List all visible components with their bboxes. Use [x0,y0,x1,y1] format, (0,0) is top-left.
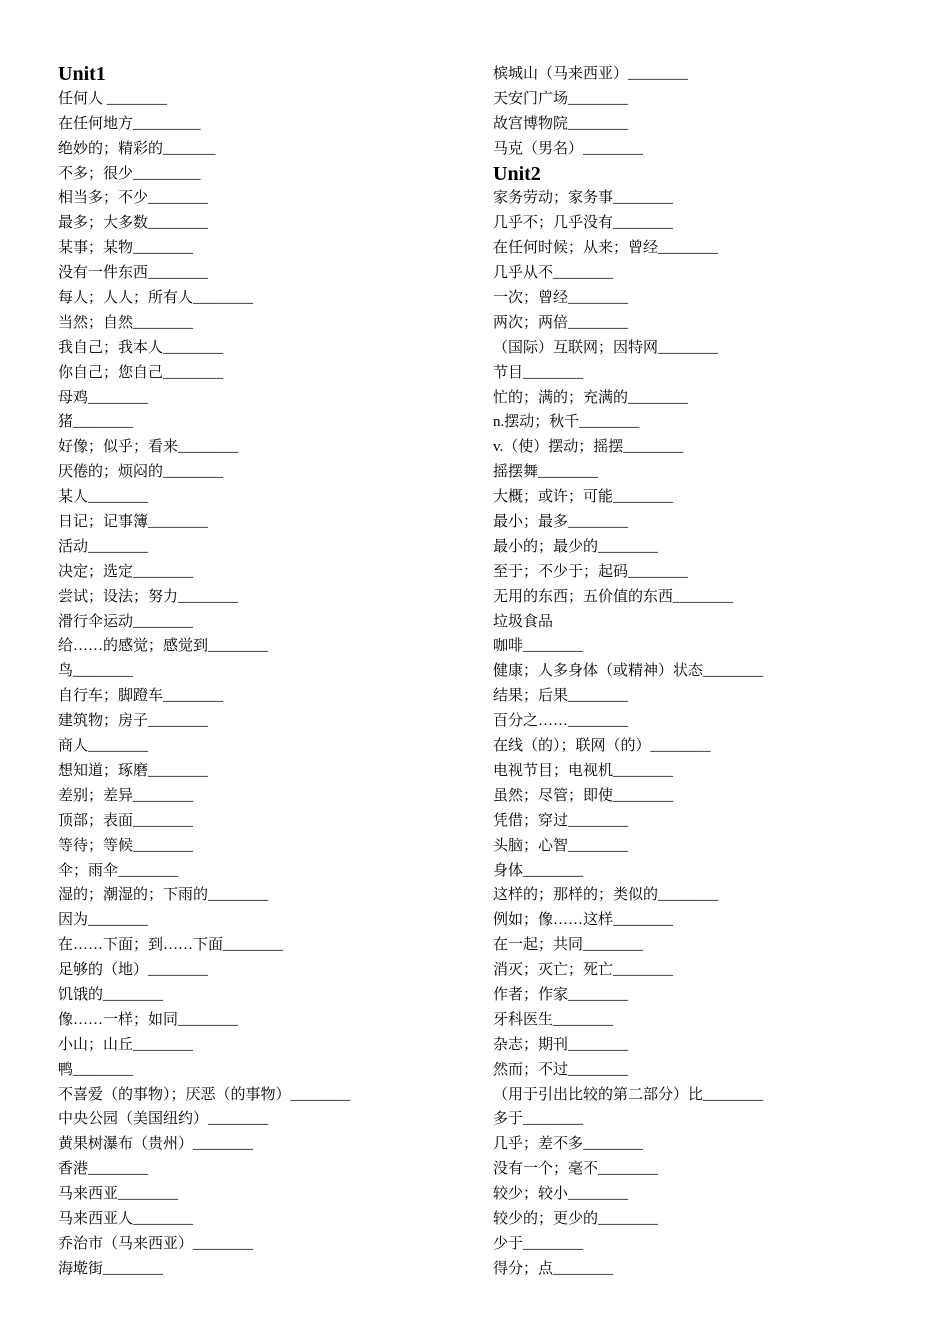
answer-blank[interactable]: ________ [568,713,629,730]
vocab-item [493,958,913,983]
answer-blank[interactable]: ________ [613,787,674,804]
vocab-item [58,684,468,709]
vocab-meaning: 小山；山丘 [58,1036,134,1053]
vocab-item [493,361,913,386]
answer-blank[interactable]: ________ [133,613,194,630]
vocab-meaning: 电视节目；电视机 [493,762,614,779]
answer-blank[interactable]: ________ [133,1210,194,1227]
vocab-meaning: 没有一件东西 [58,265,149,282]
vocab-item [493,809,913,834]
vocab-meaning: 顶部；表面 [58,812,134,829]
vocab-meaning: 例如；像……这样 [493,912,614,929]
vocab-meaning: 最多；大多数 [58,215,149,232]
vocab-item [58,610,468,635]
vocab-item [493,1257,913,1282]
answer-blank[interactable]: ________ [598,538,659,555]
vocab-meaning: 等待；等候 [58,837,134,854]
answer-blank[interactable]: ________ [88,738,149,755]
vocab-meaning: 摇摆舞 [493,464,539,481]
vocab-meaning: 乔治市（马来西亚） [58,1235,194,1252]
vocab-meaning: 自行车；脚蹬车 [58,688,164,705]
vocab-meaning: 马来西亚 [58,1186,119,1203]
vocab-meaning: 杂志；期刊 [493,1036,569,1053]
vocab-meaning: 百分之…… [493,713,569,730]
answer-blank[interactable]: ________ [223,937,284,954]
vocab-item [493,784,913,809]
vocab-meaning: 无用的东西；五价值的东西 [493,588,674,605]
answer-blank[interactable]: ________ [628,563,689,580]
vocab-item [493,684,913,709]
vocab-meaning: 伞；雨伞 [58,862,119,879]
vocab-item [493,734,913,759]
vocab-meaning: 在一起；共同 [493,937,584,954]
vocab-meaning: 建筑物；房子 [58,713,149,730]
vocab-meaning: 在任何时候；从来；曾经 [493,240,659,257]
answer-blank[interactable]: ________ [583,140,644,157]
answer-blank[interactable]: ________ [568,837,629,854]
vocab-item [58,933,468,958]
answer-blank[interactable]: ________ [568,1036,629,1053]
vocab-meaning: 忙的；满的；充满的 [493,389,629,406]
answer-blank[interactable]: ________ [613,962,674,979]
vocab-meaning: 较少；较小 [493,1186,569,1203]
vocab-item [58,709,468,734]
answer-blank[interactable]: ________ [178,588,239,605]
vocab-meaning: 几乎从不 [493,265,554,282]
vocab-item [493,1083,913,1108]
vocab-meaning: 马克（男名） [493,140,584,157]
answer-blank[interactable]: ________ [163,688,224,705]
answer-blank[interactable]: ________ [568,290,629,307]
answer-blank[interactable]: ________ [88,538,149,555]
vocab-meaning: 头脑；心智 [493,837,569,854]
vocab-meaning: 几乎；差不多 [493,1136,584,1153]
vocab-item [58,410,468,435]
vocab-item [493,1008,913,1033]
answer-blank[interactable]: ________ [568,90,629,107]
answer-blank[interactable]: ________ [118,862,179,879]
unit-heading: Unit2 [493,162,541,185]
vocab-item [58,336,468,361]
vocab-meaning: 湿的；潮湿的；下雨的 [58,887,209,904]
answer-blank[interactable]: ________ [73,663,134,680]
answer-blank[interactable]: ________ [598,1210,659,1227]
vocab-meaning: 节目 [493,364,524,381]
answer-blank[interactable]: ________ [568,688,629,705]
vocab-item [58,186,468,211]
vocab-item [493,908,913,933]
vocab-meaning: 家务劳动；家务事 [493,190,614,207]
vocab-item [58,1033,468,1058]
vocab-meaning: 马来西亚人 [58,1210,134,1227]
vocab-meaning: 虽然；尽管；即使 [493,787,614,804]
vocab-meaning: 较少的；更少的 [493,1210,599,1227]
vocab-item [493,1207,913,1232]
vocab-meaning: n.摆动；秋千 [493,414,580,431]
vocab-meaning: 中央公园（美国纽约） [58,1111,209,1128]
vocab-meaning: 一次；曾经 [493,290,569,307]
answer-blank[interactable]: ________ [148,762,209,779]
vocab-meaning: 在任何地方 [58,115,134,132]
vocab-item [58,361,468,386]
vocab-meaning: 最小的；最少的 [493,538,599,555]
answer-blank[interactable]: _________ [133,165,201,182]
vocab-item [58,1083,468,1108]
vocab-item [58,460,468,485]
vocab-item [493,634,913,659]
answer-blank[interactable]: ________ [118,1186,179,1203]
vocab-item [58,1107,468,1132]
vocab-item [58,809,468,834]
vocab-meaning: 香港 [58,1161,89,1178]
vocab-meaning: 任何人 [58,90,107,107]
answer-blank[interactable]: ________ [208,638,269,655]
vocab-meaning: 给……的感觉；感觉到 [58,638,209,655]
vocab-item [58,261,468,286]
vocab-meaning: （国际）互联网；因特网 [493,339,659,356]
vocab-meaning: 差别；差异 [58,787,134,804]
vocab-item [493,286,913,311]
answer-blank[interactable]: ________ [583,937,644,954]
vocab-meaning: 多于 [493,1111,524,1128]
vocab-item [58,485,468,510]
answer-blank[interactable]: ________ [553,265,614,282]
answer-blank[interactable]: ________ [88,912,149,929]
vocab-meaning: 决定；选定 [58,563,134,580]
answer-blank[interactable]: ________ [208,1111,269,1128]
vocab-meaning: 日记；记事簿 [58,514,149,531]
vocab-item [493,435,913,460]
answer-blank[interactable]: ________ [103,1260,164,1277]
vocab-item [58,1207,468,1232]
answer-blank[interactable]: ________ [658,339,719,356]
vocab-meaning: 故宫博物院 [493,115,569,132]
vocab-item [493,983,913,1008]
vocab-item [58,87,468,112]
vocab-item [58,659,468,684]
vocab-item [493,535,913,560]
answer-blank[interactable]: ________ [148,514,209,531]
vocab-item [58,1182,468,1207]
answer-blank[interactable]: ________ [538,464,599,481]
vocab-meaning: 在线（的）；联网（的） [493,738,651,755]
vocab-item [58,560,468,585]
vocab-meaning: 尝试；设法；努力 [58,588,179,605]
vocab-item [58,1157,468,1182]
vocab-meaning: 最小；最多 [493,514,569,531]
answer-blank[interactable]: ________ [523,1235,584,1252]
answer-blank[interactable]: ________ [628,389,689,406]
answer-blank[interactable]: ________ [163,464,224,481]
vocab-meaning: 得分；点 [493,1260,554,1277]
vocab-meaning: 你自己；您自己 [58,364,164,381]
answer-blank[interactable]: ________ [103,986,164,1003]
vocab-item [58,211,468,236]
answer-blank[interactable]: ________ [523,1111,584,1128]
vocab-item [493,460,913,485]
vocab-item [493,410,913,435]
vocab-meaning: 饥饿的 [58,986,104,1003]
vocab-item [58,1232,468,1257]
vocab-item [493,709,913,734]
vocab-item [58,734,468,759]
answer-blank[interactable]: ________ [193,1235,254,1252]
vocab-item [493,1132,913,1157]
answer-blank[interactable]: ________ [658,240,719,257]
answer-blank[interactable]: ________ [579,414,640,431]
vocab-item [58,834,468,859]
answer-blank[interactable]: ________ [148,215,209,232]
vocab-item [58,908,468,933]
vocab-meaning: 然而；不过 [493,1061,569,1078]
answer-blank[interactable]: ________ [703,663,764,680]
vocab-meaning: 两次；两倍 [493,314,569,331]
vocab-item [493,211,913,236]
answer-blank[interactable]: ________ [148,962,209,979]
vocab-item [493,1107,913,1132]
vocab-item [493,759,913,784]
answer-blank[interactable]: ________ [163,364,224,381]
vocab-item [58,759,468,784]
answer-blank[interactable]: ________ [178,439,239,456]
answer-blank[interactable]: ________ [553,1011,614,1028]
vocab-meaning: 不多；很少 [58,165,134,182]
vocab-item [58,883,468,908]
vocab-meaning: 好像；似乎；看来 [58,439,179,456]
answer-blank[interactable]: ________ [613,912,674,929]
vocab-meaning: 某事；某物 [58,240,134,257]
vocab-meaning: 滑行伞运动 [58,613,134,630]
vocab-item [493,1058,913,1083]
answer-blank[interactable]: ________ [523,638,584,655]
vocab-item [58,1257,468,1282]
vocab-meaning: 猪 [58,414,74,431]
vocab-item [493,859,913,884]
vocab-meaning: 几乎不；几乎没有 [493,215,614,232]
vocab-item [58,162,468,187]
vocab-item [58,112,468,137]
vocab-item [58,859,468,884]
vocab-meaning: 商人 [58,738,89,755]
vocab-item [58,983,468,1008]
answer-blank[interactable]: ________ [73,414,134,431]
vocab-item [493,261,913,286]
vocab-item [493,610,913,635]
vocab-item [493,1182,913,1207]
answer-blank[interactable]: ________ [650,738,711,755]
vocab-meaning: 至于；不少于；起码 [493,563,629,580]
vocab-meaning: 绝妙的；精彩的 [58,140,164,157]
vocab-item [493,311,913,336]
vocab-item [493,186,913,211]
answer-blank[interactable]: ________ [523,862,584,879]
answer-blank[interactable]: ________ [673,588,734,605]
answer-blank[interactable]: _________ [133,115,201,132]
vocab-item [58,286,468,311]
vocab-meaning: 咖啡 [493,638,524,655]
answer-blank[interactable]: ________ [613,762,674,779]
vocab-meaning: 足够的（地） [58,962,149,979]
vocab-meaning: 没有一个；毫不 [493,1161,599,1178]
answer-blank[interactable]: ________ [133,812,194,829]
vocab-meaning: 大概；或许；可能 [493,489,614,506]
vocab-meaning: 想知道；琢磨 [58,762,149,779]
vocab-meaning: 作者；作家 [493,986,569,1003]
vocab-meaning: 每人；人人；所有人 [58,290,194,307]
vocab-item [493,659,913,684]
vocab-item [493,485,913,510]
answer-blank[interactable]: ________ [133,1036,194,1053]
answer-blank[interactable]: ________ [148,265,209,282]
answer-blank[interactable]: ________ [73,1061,134,1078]
vocab-meaning: 鸟 [58,663,74,680]
vocab-meaning: 因为 [58,912,89,929]
answer-blank[interactable]: ________ [163,339,224,356]
answer-blank[interactable]: ________ [568,1061,629,1078]
vocab-meaning: 鸭 [58,1061,74,1078]
answer-blank[interactable]: ________ [133,787,194,804]
answer-blank[interactable]: ________ [133,563,194,580]
vocab-item [493,112,913,137]
answer-blank[interactable]: ________ [568,314,629,331]
answer-blank[interactable]: ________ [208,887,269,904]
vocab-meaning: 母鸡 [58,389,89,406]
vocab-meaning: 垃圾食品 [493,613,554,630]
answer-blank[interactable]: ________ [178,1011,239,1028]
answer-blank[interactable]: ________ [623,439,684,456]
vocab-meaning: 当然；自然 [58,314,134,331]
vocab-meaning: 厌倦的；烦闷的 [58,464,164,481]
vocab-meaning: 活动 [58,538,89,555]
answer-blank[interactable]: ________ [88,489,149,506]
right-column [493,62,913,1282]
vocab-item [58,535,468,560]
answer-blank[interactable]: ________ [613,489,674,506]
vocab-item [58,386,468,411]
answer-blank[interactable]: ________ [290,1086,351,1103]
answer-blank[interactable]: ________ [88,389,149,406]
vocab-meaning: 结果；后果 [493,688,569,705]
vocab-item [58,435,468,460]
vocab-meaning: 在……下面；到……下面 [58,937,224,954]
vocab-item [58,784,468,809]
vocab-item [493,62,913,87]
answer-blank[interactable]: ________ [88,1161,149,1178]
vocab-meaning: 牙科医生 [493,1011,554,1028]
vocab-item [493,1033,913,1058]
vocab-meaning: （用于引出比较的第二部分）比 [493,1086,704,1103]
vocab-meaning: 身体 [493,862,524,879]
answer-blank[interactable]: ________ [658,887,719,904]
answer-blank[interactable]: ________ [568,812,629,829]
vocab-item [493,933,913,958]
answer-blank[interactable]: ________ [568,986,629,1003]
answer-blank[interactable]: ________ [148,190,209,207]
vocab-meaning: 健康；人多身体（或精神）状态 [493,663,704,680]
vocab-meaning: 相当多；不少 [58,190,149,207]
answer-blank[interactable]: ________ [553,1260,614,1277]
vocab-item [493,87,913,112]
vocab-item [493,1157,913,1182]
answer-blank[interactable]: ________ [523,364,584,381]
answer-blank[interactable]: _______ [163,140,216,157]
answer-blank[interactable]: ________ [703,1086,764,1103]
vocab-meaning: 不喜爱（的事物）；厌恶（的事物） [58,1086,291,1103]
vocab-item [58,510,468,535]
vocab-meaning: 天安门广场 [493,90,569,107]
answer-blank[interactable]: ________ [568,1186,629,1203]
vocab-meaning: 海墘街 [58,1260,104,1277]
vocab-meaning: v.（使）摆动；摇摆 [493,439,624,456]
vocab-item [493,560,913,585]
unit-heading: Unit1 [58,63,106,85]
vocab-item [58,311,468,336]
answer-blank[interactable]: ________ [568,115,629,132]
vocab-item [493,386,913,411]
vocab-meaning: 像……一样；如同 [58,1011,179,1028]
vocab-item [493,1232,913,1257]
vocab-meaning: 槟城山（马来西亚） [493,66,629,82]
vocab-meaning: 某人 [58,489,89,506]
vocab-meaning: 消灭；灭亡；死亡 [493,962,614,979]
answer-blank[interactable]: ________ [133,240,194,257]
vocab-item [58,236,468,261]
vocab-meaning: 凭借；穿过 [493,812,569,829]
vocab-item [493,336,913,361]
answer-blank[interactable]: ________ [106,90,167,107]
answer-blank[interactable]: ________ [133,314,194,331]
vocab-item [58,958,468,983]
answer-blank[interactable]: ________ [133,837,194,854]
vocab-item [493,510,913,535]
answer-blank[interactable]: ________ [583,1136,644,1153]
answer-blank[interactable]: ________ [193,1136,254,1153]
answer-blank[interactable]: ________ [628,66,689,82]
vocab-item [493,585,913,610]
left-column [58,62,468,1282]
vocab-meaning: 这样的；那样的；类似的 [493,887,659,904]
vocab-item [58,1132,468,1157]
vocab-item [493,137,913,162]
answer-blank[interactable]: ________ [568,514,629,531]
vocab-meaning: 少于 [493,1235,524,1252]
answer-blank[interactable]: ________ [598,1161,659,1178]
vocab-item [493,883,913,908]
vocab-item [58,137,468,162]
vocab-item [493,236,913,261]
vocab-item [58,634,468,659]
answer-blank[interactable]: ________ [613,190,674,207]
vocab-meaning: 我自己；我本人 [58,339,164,356]
answer-blank[interactable]: ________ [193,290,254,307]
vocab-meaning: 黄果树瀑布（贵州） [58,1136,194,1153]
vocab-item [58,585,468,610]
answer-blank[interactable]: ________ [148,713,209,730]
answer-blank[interactable]: ________ [613,215,674,232]
vocab-item [493,834,913,859]
vocab-item [58,1058,468,1083]
vocab-item [58,1008,468,1033]
